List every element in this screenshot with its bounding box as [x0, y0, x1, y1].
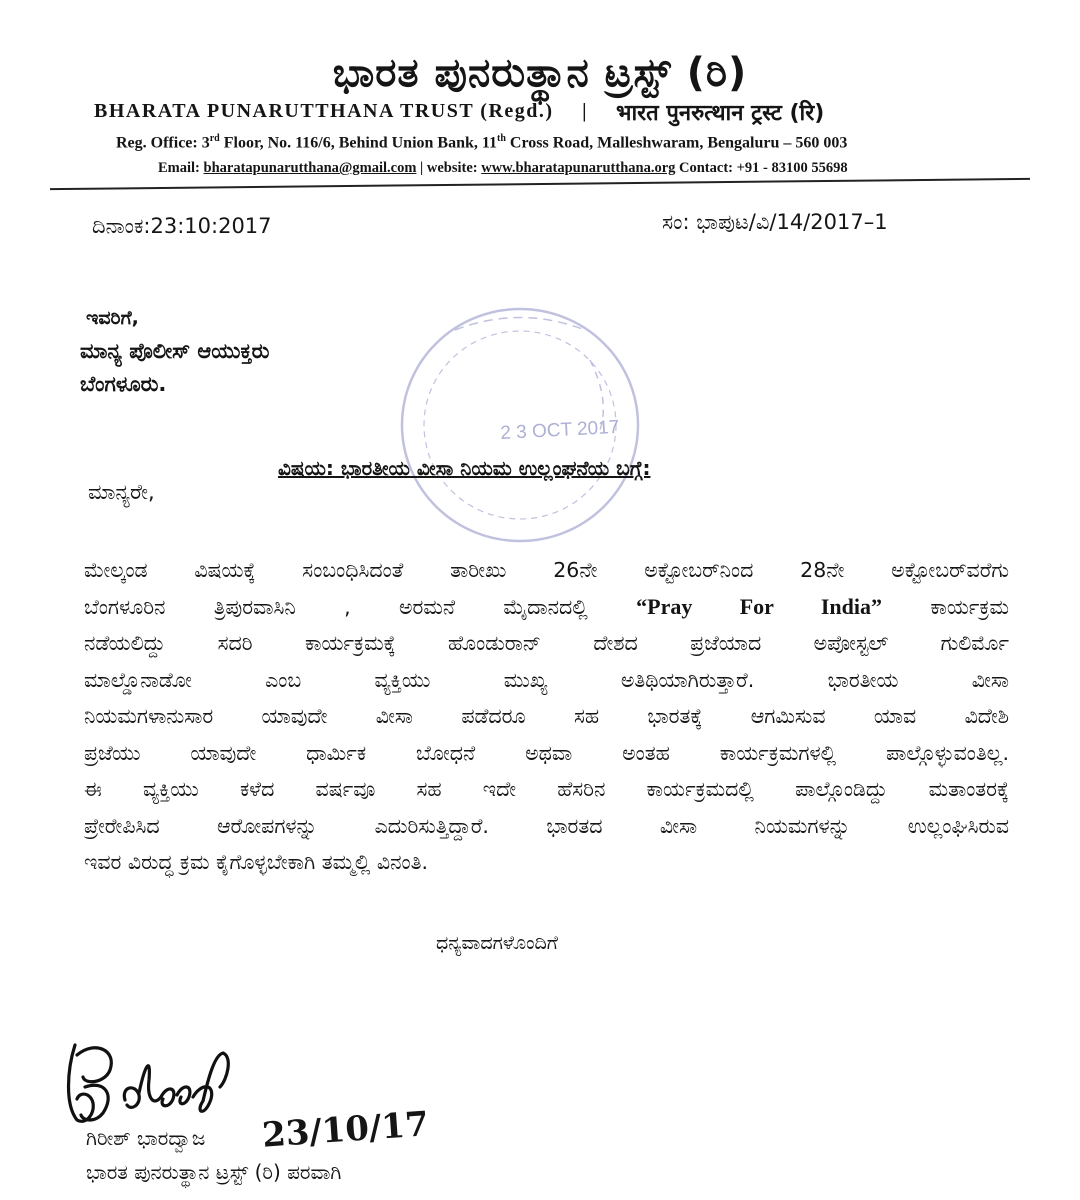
trust-name-english: BHARATA PUNARUTTHANA TRUST (Regd.): [94, 100, 554, 122]
name-separator: |: [582, 100, 588, 122]
handwritten-signature: [55, 1025, 255, 1135]
body-line: ಈ ವ್ಯಕ್ತಿಯು ಕಳೆದ ವರ್ಷವೂ ಸಹ ಇದೇ ಹೆಸರಿನ ಕಾರ್ಯಕ್ರಮದಲ್ಲಿ ಪಾಲ್ಗೊಂಡಿದ್ದು ಮತಾಂತರಕ್ಕೆ: [84, 777, 1009, 801]
body-line: ಪ್ರಜೆಯು ಯಾವುದೇ ಧಾರ್ಮಿಕ ಬೋಧನೆ ಅಥವಾ ಅಂತಹ ಕಾರ್ಯಕ್ರಮಗಳಲ್ಲಿ ಪಾಲ್ಗೊಳ್ಳುವಂತಿಲ್ಲ.: [84, 740, 1009, 765]
letter-date: ದಿನಾಂಕ:23:10:2017: [92, 214, 272, 238]
letter-body: [84, 552, 1009, 881]
website-label: | website:: [416, 160, 482, 176]
closing-phrase: ಧನ್ಯವಾದಗಳೊಂದಿಗೆ: [436, 932, 558, 954]
letterhead-name-kannada: ಭಾರತ ಪುನರುತ್ಥಾನ ಟ್ರಸ್ಟ್ (ರಿ): [332, 50, 748, 96]
body-fragment: ಕಾರ್ಯಕ್ರಮ: [882, 594, 1009, 619]
address-part: Reg. Office: 3: [116, 134, 210, 152]
body-line: [84, 589, 1009, 626]
body-line: ಪ್ರೇರೇಪಿಸಿದ ಆರೋಪಗಳನ್ನು ಎದುರಿಸುತ್ತಿದ್ದಾರೆ. ಭಾರತದ ವೀಸಾ ನಿಯಮಗಳನ್ನು ಉಲ್ಲಂಘಿಸಿರುವ: [84, 813, 1009, 838]
body-line: ಮೇಲ್ಕಂಡ ವಿಷಯಕ್ಕೆ ಸಂಬಂಧಿಸಿದಂತೆ ತಾರೀಖು 26ನೇ ಅಕ್ಟೋಬರ್‌ನಿಂದ 28ನೇ ಅಕ್ಟೋಬರ್‌ವರೆಗು: [84, 558, 1009, 582]
addressee-title: ಮಾನ್ಯ ಪೊಲೀಸ್ ಆಯುಕ್ತರು: [80, 339, 270, 363]
contact-number: Contact: +91 - 83100 55698: [675, 160, 848, 176]
website-link[interactable]: www.bharatapunarutthana.org: [481, 160, 676, 176]
letterhead-address: [116, 133, 847, 152]
body-line: ನಿಯಮಗಳಾನುಸಾರ ಯಾವುದೇ ವೀಸಾ ಪಡೆದರೂ ಸಹ ಭಾರತಕ್ಕೆ ಆಗಮಿಸುವ ಯಾವ ವಿದೇಶಿ: [84, 704, 1009, 728]
handwritten-date: 23/10/17: [260, 1104, 430, 1156]
letterhead-contact-line: [158, 160, 848, 177]
letterhead-name-english: [94, 100, 588, 123]
addressee-city: ಬೆಂಗಳೂರು.: [80, 372, 167, 396]
letterhead-divider: [50, 178, 1030, 190]
address-superscript: rd: [209, 133, 220, 144]
letterhead-name-hindi: भारत पुनरुत्थान ट्रस्ट (रि): [616, 101, 825, 126]
body-fragment: ಬೆಂಗಳೂರಿನ ತ್ರಿಪುರವಾಸಿನಿ , ಅರಮನೆ ಮೈದಾನದಲ್ಲಿ: [84, 594, 637, 619]
body-line: ಮಾಲ್ಡೊನಾಡೋ ಎಂಬ ವ್ಯಕ್ತಿಯು ಮುಖ್ಯ ಅತಿಥಿಯಾಗಿರುತ್ತಾರೆ. ಭಾರತೀಯ ವೀಸಾ: [84, 667, 1009, 692]
email-link[interactable]: bharatapunarutthana@gmail.com: [203, 160, 417, 176]
subject-line: ವಿಷಯ: ಭಾರತೀಯ ವೀಸಾ ನಿಯಮ ಉಲ್ಲಂಘನೆಯ ಬಗ್ಗೆ:: [278, 456, 651, 480]
addressee-to: ಇವರಿಗೆ,: [86, 307, 139, 329]
salutation: ಮಾನ್ಯರೇ,: [88, 480, 155, 504]
signatory-organization: ಭಾರತ ಪುನರುತ್ಥಾನ ಟ್ರಸ್ಟ್ (ರಿ) ಪರವಾಗಿ: [86, 1160, 342, 1184]
event-name: “Pray For India”: [636, 593, 883, 619]
reference-number: ಸಂ: ಭಾಪುಟ/ವಿ/14/2017–1: [662, 210, 888, 234]
address-part: Floor, No. 116/6, Behind Union Bank, 11: [219, 134, 497, 152]
received-stamp: [395, 300, 645, 550]
email-label: Email:: [158, 160, 204, 176]
body-line: ನಡೆಯಲಿದ್ದು ಸದರಿ ಕಾರ್ಯಕ್ರಮಕ್ಕೆ ಹೊಂಡುರಾನ್ ದೇಶದ ಪ್ರಜೆಯಾದ ಅಪೋಸ್ಟಲ್ ಗುಲಿರ್ಮೊ: [84, 631, 1009, 655]
signatory-name: ಗಿರೀಶ್ ಭಾರದ್ವಾಜ: [86, 1126, 206, 1150]
address-superscript: th: [497, 133, 506, 144]
address-part: Cross Road, Malleshwaram, Bengaluru – 560 003: [505, 134, 848, 152]
body-line: ಇವರ ವಿರುದ್ಧ ಕ್ರಮ ಕೈಗೊಳ್ಳಬೇಕಾಗಿ ತಮ್ಮಲ್ಲಿ ವಿನಂತಿ.: [84, 850, 429, 874]
stamp-date: 2 3 OCT 2017: [499, 416, 620, 445]
